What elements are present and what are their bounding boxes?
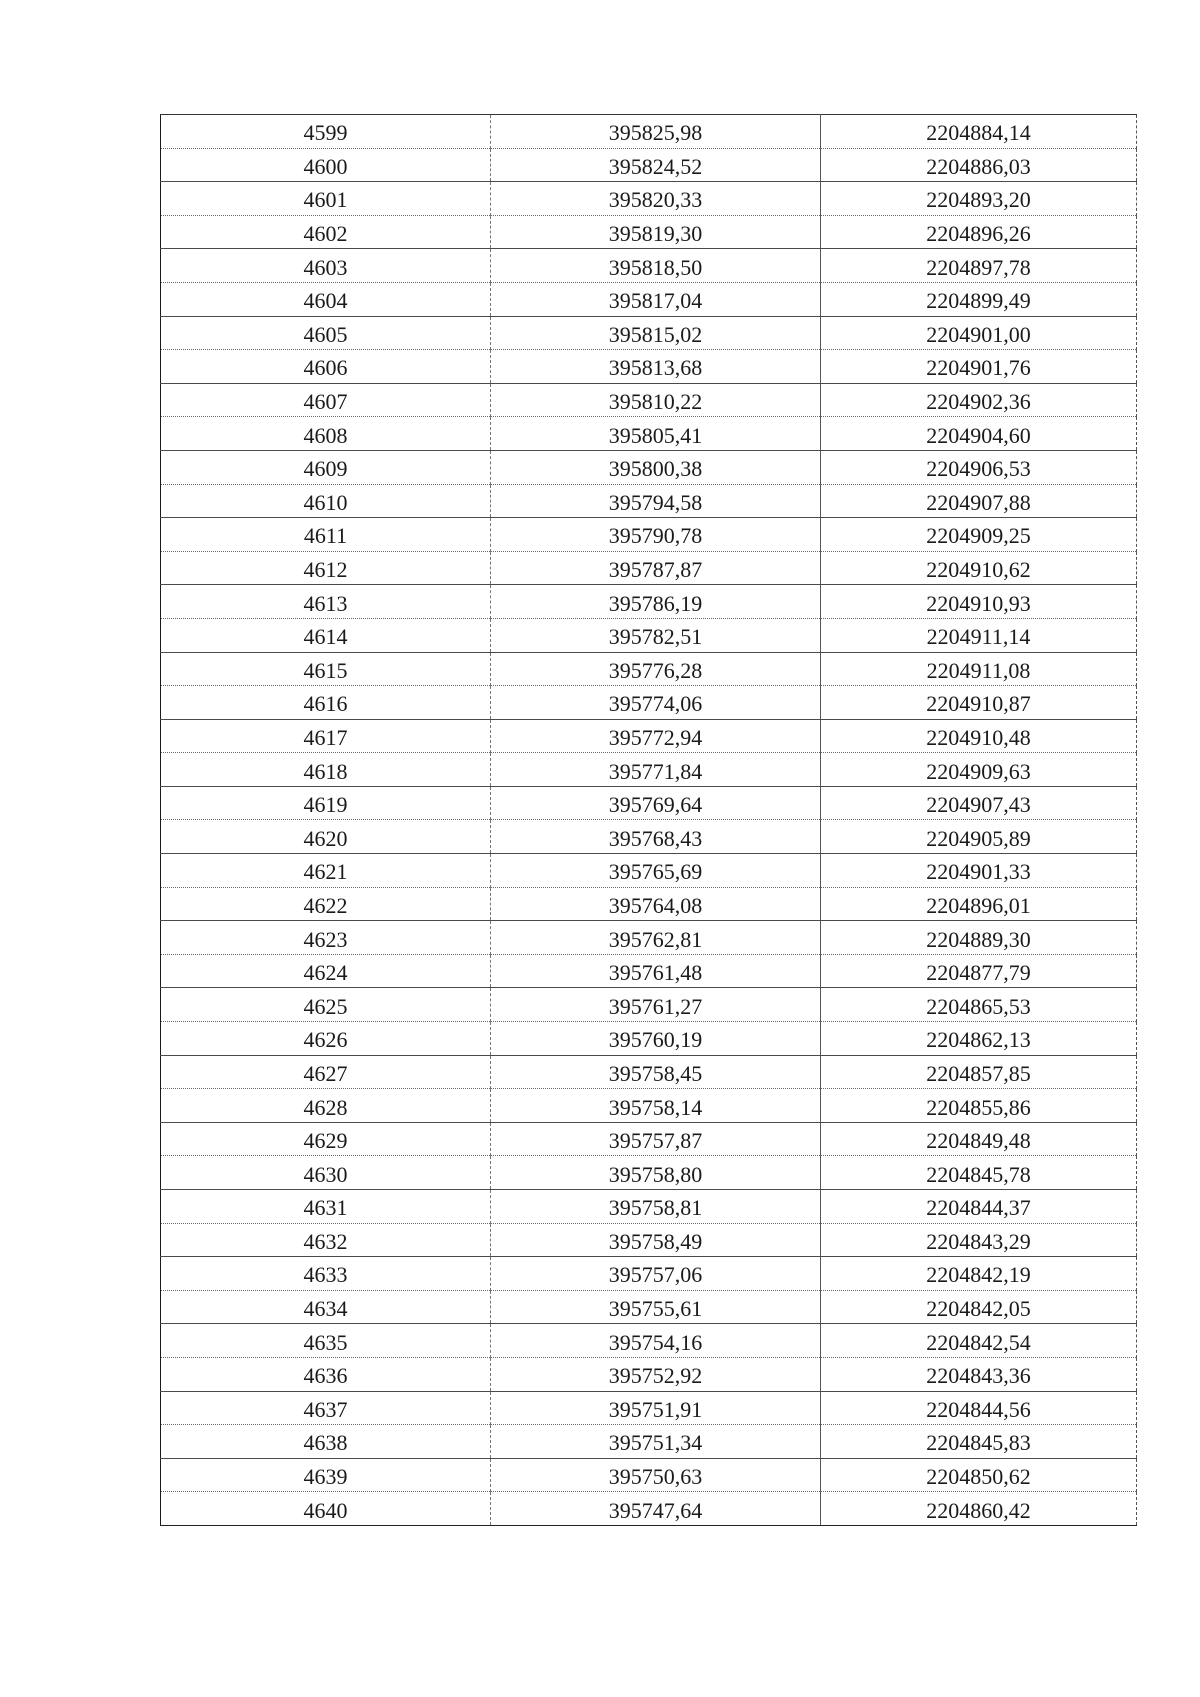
point-number-cell — [161, 585, 491, 619]
cell-text: 395758,49 — [608, 1228, 703, 1254]
cell-text: 395757,87 — [608, 1128, 703, 1154]
y-coordinate-cell — [821, 1425, 1137, 1459]
point-number-cell — [161, 954, 491, 988]
y-coordinate-cell — [821, 383, 1137, 417]
cell-text: 2204842,54 — [926, 1329, 1031, 1355]
y-coordinate-cell — [821, 887, 1137, 921]
cell-text: 4608 — [303, 422, 348, 448]
cell-text: 4639 — [303, 1464, 348, 1490]
cell-text: 395747,64 — [608, 1497, 703, 1523]
cell-text: 395815,02 — [608, 321, 703, 347]
table-row — [161, 1089, 1137, 1123]
cell-text: 2204855,86 — [926, 1094, 1031, 1120]
cell-text: 4613 — [303, 590, 348, 616]
x-coordinate-cell — [491, 1391, 821, 1425]
cell-text: 4609 — [303, 456, 348, 482]
cell-text: 4624 — [303, 960, 348, 986]
point-number-cell — [161, 350, 491, 384]
cell-text: 2204911,08 — [926, 657, 1031, 683]
cell-text: 2204901,00 — [926, 321, 1031, 347]
y-coordinate-cell — [821, 282, 1137, 316]
point-number-cell — [161, 1022, 491, 1056]
y-coordinate-cell — [821, 1391, 1137, 1425]
y-coordinate-cell — [821, 1257, 1137, 1291]
x-coordinate-cell — [491, 1223, 821, 1257]
cell-text: 4614 — [303, 624, 348, 650]
table-row — [161, 551, 1137, 585]
y-coordinate-cell — [821, 854, 1137, 888]
cell-text: 395786,19 — [608, 590, 703, 616]
cell-text: 2204845,78 — [926, 1161, 1031, 1187]
cell-text: 2204849,48 — [926, 1128, 1031, 1154]
y-coordinate-cell — [821, 753, 1137, 787]
cell-text: 4637 — [303, 1396, 348, 1422]
cell-text: 4628 — [303, 1094, 348, 1120]
cell-text: 395751,91 — [608, 1396, 703, 1422]
cell-text: 395824,52 — [608, 153, 703, 179]
cell-text: 2204842,05 — [926, 1296, 1031, 1322]
cell-text: 395754,16 — [608, 1329, 703, 1355]
cell-text: 2204906,53 — [926, 456, 1031, 482]
point-number-cell — [161, 686, 491, 720]
table-row — [161, 1357, 1137, 1391]
y-coordinate-cell — [821, 1290, 1137, 1324]
table-row — [161, 316, 1137, 350]
cell-text: 4606 — [303, 355, 348, 381]
table-row — [161, 686, 1137, 720]
cell-text: 395771,84 — [608, 758, 703, 784]
cell-text: 2204857,85 — [926, 1060, 1031, 1086]
cell-text: 2204843,36 — [926, 1363, 1031, 1389]
cell-text: 4625 — [303, 993, 348, 1019]
cell-text: 4621 — [303, 859, 348, 885]
cell-text: 4602 — [303, 221, 348, 247]
point-number-cell — [161, 1156, 491, 1190]
cell-text: 395765,69 — [608, 859, 703, 885]
cell-text: 4636 — [303, 1363, 348, 1389]
x-coordinate-cell — [491, 115, 821, 149]
point-number-cell — [161, 1357, 491, 1391]
cell-text: 395817,04 — [608, 288, 703, 314]
table-row — [161, 988, 1137, 1022]
y-coordinate-cell — [821, 1492, 1137, 1526]
table-row — [161, 1492, 1137, 1526]
point-number-cell — [161, 1257, 491, 1291]
y-coordinate-cell — [821, 1055, 1137, 1089]
table-row — [161, 182, 1137, 216]
cell-text: 395813,68 — [608, 355, 703, 381]
cell-text: 395761,27 — [608, 993, 703, 1019]
x-coordinate-cell — [491, 786, 821, 820]
x-coordinate-cell — [491, 1156, 821, 1190]
y-coordinate-cell — [821, 182, 1137, 216]
table-row — [161, 1257, 1137, 1291]
cell-text: 4612 — [303, 557, 348, 583]
table-row — [161, 215, 1137, 249]
cell-text: 2204902,36 — [926, 389, 1031, 415]
x-coordinate-cell — [491, 182, 821, 216]
table-row — [161, 1290, 1137, 1324]
cell-text: 4629 — [303, 1128, 348, 1154]
cell-text: 2204877,79 — [926, 960, 1031, 986]
point-number-cell — [161, 551, 491, 585]
table-row — [161, 921, 1137, 955]
table-row — [161, 854, 1137, 888]
point-number-cell — [161, 383, 491, 417]
cell-text: 395772,94 — [608, 724, 703, 750]
y-coordinate-cell — [821, 316, 1137, 350]
cell-text: 2204860,42 — [926, 1497, 1031, 1523]
table-row — [161, 585, 1137, 619]
point-number-cell — [161, 249, 491, 283]
x-coordinate-cell — [491, 585, 821, 619]
cell-text: 4640 — [303, 1497, 348, 1523]
x-coordinate-cell — [491, 854, 821, 888]
x-coordinate-cell — [491, 417, 821, 451]
table-row — [161, 719, 1137, 753]
cell-text: 2204907,88 — [926, 489, 1031, 515]
cell-text: 4599 — [303, 120, 348, 146]
cell-text: 4604 — [303, 288, 348, 314]
cell-text: 395820,33 — [608, 187, 703, 213]
y-coordinate-cell — [821, 686, 1137, 720]
table-row — [161, 1022, 1137, 1056]
y-coordinate-cell — [821, 1190, 1137, 1224]
cell-text: 395764,08 — [608, 892, 703, 918]
y-coordinate-cell — [821, 249, 1137, 283]
cell-text: 4603 — [303, 254, 348, 280]
cell-text: 2204909,63 — [926, 758, 1031, 784]
y-coordinate-cell — [821, 719, 1137, 753]
point-number-cell — [161, 719, 491, 753]
cell-text: 395762,81 — [608, 926, 703, 952]
cell-text: 2204845,83 — [926, 1430, 1031, 1456]
x-coordinate-cell — [491, 1357, 821, 1391]
point-number-cell — [161, 652, 491, 686]
table-row — [161, 282, 1137, 316]
y-coordinate-cell — [821, 148, 1137, 182]
point-number-cell — [161, 115, 491, 149]
cell-text: 395751,34 — [608, 1430, 703, 1456]
table-row — [161, 1425, 1137, 1459]
cell-text: 2204889,30 — [926, 926, 1031, 952]
cell-text: 395825,98 — [608, 120, 703, 146]
cell-text: 4617 — [303, 724, 348, 750]
cell-text: 395760,19 — [608, 1027, 703, 1053]
y-coordinate-cell — [821, 786, 1137, 820]
cell-text: 395776,28 — [608, 657, 703, 683]
cell-text: 4632 — [303, 1228, 348, 1254]
cell-text: 4631 — [303, 1195, 348, 1221]
y-coordinate-cell — [821, 1223, 1137, 1257]
x-coordinate-cell — [491, 1458, 821, 1492]
point-number-cell — [161, 1425, 491, 1459]
cell-text: 2204896,26 — [926, 221, 1031, 247]
y-coordinate-cell — [821, 450, 1137, 484]
cell-text: 2204850,62 — [926, 1464, 1031, 1490]
cell-text: 2204843,29 — [926, 1228, 1031, 1254]
x-coordinate-cell — [491, 719, 821, 753]
y-coordinate-cell — [821, 551, 1137, 585]
x-coordinate-cell — [491, 1122, 821, 1156]
cell-text: 4623 — [303, 926, 348, 952]
cell-text: 395758,80 — [608, 1161, 703, 1187]
table-row — [161, 753, 1137, 787]
cell-text: 4626 — [303, 1027, 348, 1053]
point-number-cell — [161, 921, 491, 955]
y-coordinate-cell — [821, 484, 1137, 518]
cell-text: 2204893,20 — [926, 187, 1031, 213]
cell-text: 2204844,56 — [926, 1396, 1031, 1422]
point-number-cell — [161, 1324, 491, 1358]
x-coordinate-cell — [491, 316, 821, 350]
point-number-cell — [161, 988, 491, 1022]
y-coordinate-cell — [821, 115, 1137, 149]
cell-text: 4600 — [303, 153, 348, 179]
y-coordinate-cell — [821, 618, 1137, 652]
coordinates-table-body — [161, 115, 1137, 1526]
x-coordinate-cell — [491, 249, 821, 283]
cell-text: 395818,50 — [608, 254, 703, 280]
point-number-cell — [161, 148, 491, 182]
table-row — [161, 115, 1137, 149]
cell-text: 2204897,78 — [926, 254, 1031, 280]
cell-text: 2204905,89 — [926, 825, 1031, 851]
table-row — [161, 249, 1137, 283]
cell-text: 395787,87 — [608, 557, 703, 583]
cell-text: 4611 — [303, 523, 348, 549]
cell-text: 395769,64 — [608, 792, 703, 818]
cell-text: 395794,58 — [608, 489, 703, 515]
x-coordinate-cell — [491, 1055, 821, 1089]
point-number-cell — [161, 1190, 491, 1224]
cell-text: 395757,06 — [608, 1262, 703, 1288]
x-coordinate-cell — [491, 753, 821, 787]
point-number-cell — [161, 1122, 491, 1156]
point-number-cell — [161, 215, 491, 249]
table-row — [161, 652, 1137, 686]
cell-text: 2204911,14 — [926, 624, 1031, 650]
table-row — [161, 1190, 1137, 1224]
point-number-cell — [161, 282, 491, 316]
cell-text: 2204842,19 — [926, 1262, 1031, 1288]
y-coordinate-cell — [821, 652, 1137, 686]
y-coordinate-cell — [821, 350, 1137, 384]
x-coordinate-cell — [491, 1290, 821, 1324]
x-coordinate-cell — [491, 887, 821, 921]
cell-text: 395805,41 — [608, 422, 703, 448]
x-coordinate-cell — [491, 518, 821, 552]
table-row — [161, 820, 1137, 854]
cell-text: 2204910,87 — [926, 691, 1031, 717]
cell-text: 2204909,25 — [926, 523, 1031, 549]
cell-text: 2204910,62 — [926, 557, 1031, 583]
cell-text: 395750,63 — [608, 1464, 703, 1490]
point-number-cell — [161, 484, 491, 518]
point-number-cell — [161, 1290, 491, 1324]
y-coordinate-cell — [821, 820, 1137, 854]
cell-text: 4601 — [303, 187, 348, 213]
cell-text: 4620 — [303, 825, 348, 851]
table-row — [161, 618, 1137, 652]
table-row — [161, 887, 1137, 921]
cell-text: 4607 — [303, 389, 348, 415]
cell-text: 2204899,49 — [926, 288, 1031, 314]
x-coordinate-cell — [491, 450, 821, 484]
table-row — [161, 148, 1137, 182]
x-coordinate-cell — [491, 652, 821, 686]
coordinates-table — [160, 114, 1137, 1526]
cell-text: 395790,78 — [608, 523, 703, 549]
x-coordinate-cell — [491, 686, 821, 720]
cell-text: 395758,14 — [608, 1094, 703, 1120]
cell-text: 4630 — [303, 1161, 348, 1187]
cell-text: 395768,43 — [608, 825, 703, 851]
point-number-cell — [161, 182, 491, 216]
point-number-cell — [161, 1223, 491, 1257]
y-coordinate-cell — [821, 1022, 1137, 1056]
point-number-cell — [161, 786, 491, 820]
cell-text: 4610 — [303, 489, 348, 515]
cell-text: 395782,51 — [608, 624, 703, 650]
cell-text: 395758,45 — [608, 1060, 703, 1086]
x-coordinate-cell — [491, 282, 821, 316]
table-row — [161, 1458, 1137, 1492]
point-number-cell — [161, 1492, 491, 1526]
cell-text: 2204844,37 — [926, 1195, 1031, 1221]
cell-text: 395755,61 — [608, 1296, 703, 1322]
x-coordinate-cell — [491, 1089, 821, 1123]
y-coordinate-cell — [821, 215, 1137, 249]
table-row — [161, 1324, 1137, 1358]
cell-text: 2204896,01 — [926, 892, 1031, 918]
cell-text: 4635 — [303, 1329, 348, 1355]
point-number-cell — [161, 887, 491, 921]
point-number-cell — [161, 618, 491, 652]
cell-text: 2204910,48 — [926, 724, 1031, 750]
point-number-cell — [161, 518, 491, 552]
x-coordinate-cell — [491, 1257, 821, 1291]
cell-text: 2204862,13 — [926, 1027, 1031, 1053]
cell-text: 2204884,14 — [926, 120, 1031, 146]
cell-text: 4605 — [303, 321, 348, 347]
x-coordinate-cell — [491, 1022, 821, 1056]
cell-text: 4618 — [303, 758, 348, 784]
table-row — [161, 1122, 1137, 1156]
x-coordinate-cell — [491, 1425, 821, 1459]
cell-text: 2204910,93 — [926, 590, 1031, 616]
cell-text: 395800,38 — [608, 456, 703, 482]
y-coordinate-cell — [821, 585, 1137, 619]
x-coordinate-cell — [491, 215, 821, 249]
y-coordinate-cell — [821, 1357, 1137, 1391]
table-row — [161, 1156, 1137, 1190]
y-coordinate-cell — [821, 988, 1137, 1022]
cell-text: 4633 — [303, 1262, 348, 1288]
table-row — [161, 954, 1137, 988]
cell-text: 2204865,53 — [926, 993, 1031, 1019]
point-number-cell — [161, 450, 491, 484]
table-row — [161, 417, 1137, 451]
x-coordinate-cell — [491, 1190, 821, 1224]
x-coordinate-cell — [491, 954, 821, 988]
cell-text: 2204901,76 — [926, 355, 1031, 381]
point-number-cell — [161, 1089, 491, 1123]
cell-text: 4638 — [303, 1430, 348, 1456]
table-row — [161, 450, 1137, 484]
cell-text: 4622 — [303, 892, 348, 918]
cell-text: 2204886,03 — [926, 153, 1031, 179]
cell-text: 4634 — [303, 1296, 348, 1322]
cell-text: 2204904,60 — [926, 422, 1031, 448]
cell-text: 395761,48 — [608, 960, 703, 986]
x-coordinate-cell — [491, 383, 821, 417]
cell-text: 395810,22 — [608, 389, 703, 415]
x-coordinate-cell — [491, 1324, 821, 1358]
x-coordinate-cell — [491, 988, 821, 1022]
y-coordinate-cell — [821, 1122, 1137, 1156]
cell-text: 395774,06 — [608, 691, 703, 717]
cell-text: 2204901,33 — [926, 859, 1031, 885]
point-number-cell — [161, 820, 491, 854]
y-coordinate-cell — [821, 954, 1137, 988]
x-coordinate-cell — [491, 484, 821, 518]
table-row — [161, 1391, 1137, 1425]
table-row — [161, 484, 1137, 518]
table-row — [161, 1055, 1137, 1089]
y-coordinate-cell — [821, 1458, 1137, 1492]
table-row — [161, 518, 1137, 552]
table-row — [161, 350, 1137, 384]
cell-text: 4616 — [303, 691, 348, 717]
cell-text: 4627 — [303, 1060, 348, 1086]
point-number-cell — [161, 1391, 491, 1425]
point-number-cell — [161, 417, 491, 451]
table-row — [161, 1223, 1137, 1257]
x-coordinate-cell — [491, 618, 821, 652]
x-coordinate-cell — [491, 551, 821, 585]
x-coordinate-cell — [491, 1492, 821, 1526]
point-number-cell — [161, 753, 491, 787]
cell-text: 395758,81 — [608, 1195, 703, 1221]
y-coordinate-cell — [821, 1156, 1137, 1190]
cell-text: 4619 — [303, 792, 348, 818]
cell-text: 2204907,43 — [926, 792, 1031, 818]
x-coordinate-cell — [491, 350, 821, 384]
point-number-cell — [161, 1458, 491, 1492]
y-coordinate-cell — [821, 921, 1137, 955]
y-coordinate-cell — [821, 1089, 1137, 1123]
point-number-cell — [161, 316, 491, 350]
cell-text: 4615 — [303, 657, 348, 683]
point-number-cell — [161, 854, 491, 888]
y-coordinate-cell — [821, 417, 1137, 451]
cell-text: 395752,92 — [608, 1363, 703, 1389]
y-coordinate-cell — [821, 1324, 1137, 1358]
table-row — [161, 383, 1137, 417]
point-number-cell — [161, 1055, 491, 1089]
cell-text: 395819,30 — [608, 221, 703, 247]
y-coordinate-cell — [821, 518, 1137, 552]
x-coordinate-cell — [491, 820, 821, 854]
table-row — [161, 786, 1137, 820]
x-coordinate-cell — [491, 148, 821, 182]
x-coordinate-cell — [491, 921, 821, 955]
